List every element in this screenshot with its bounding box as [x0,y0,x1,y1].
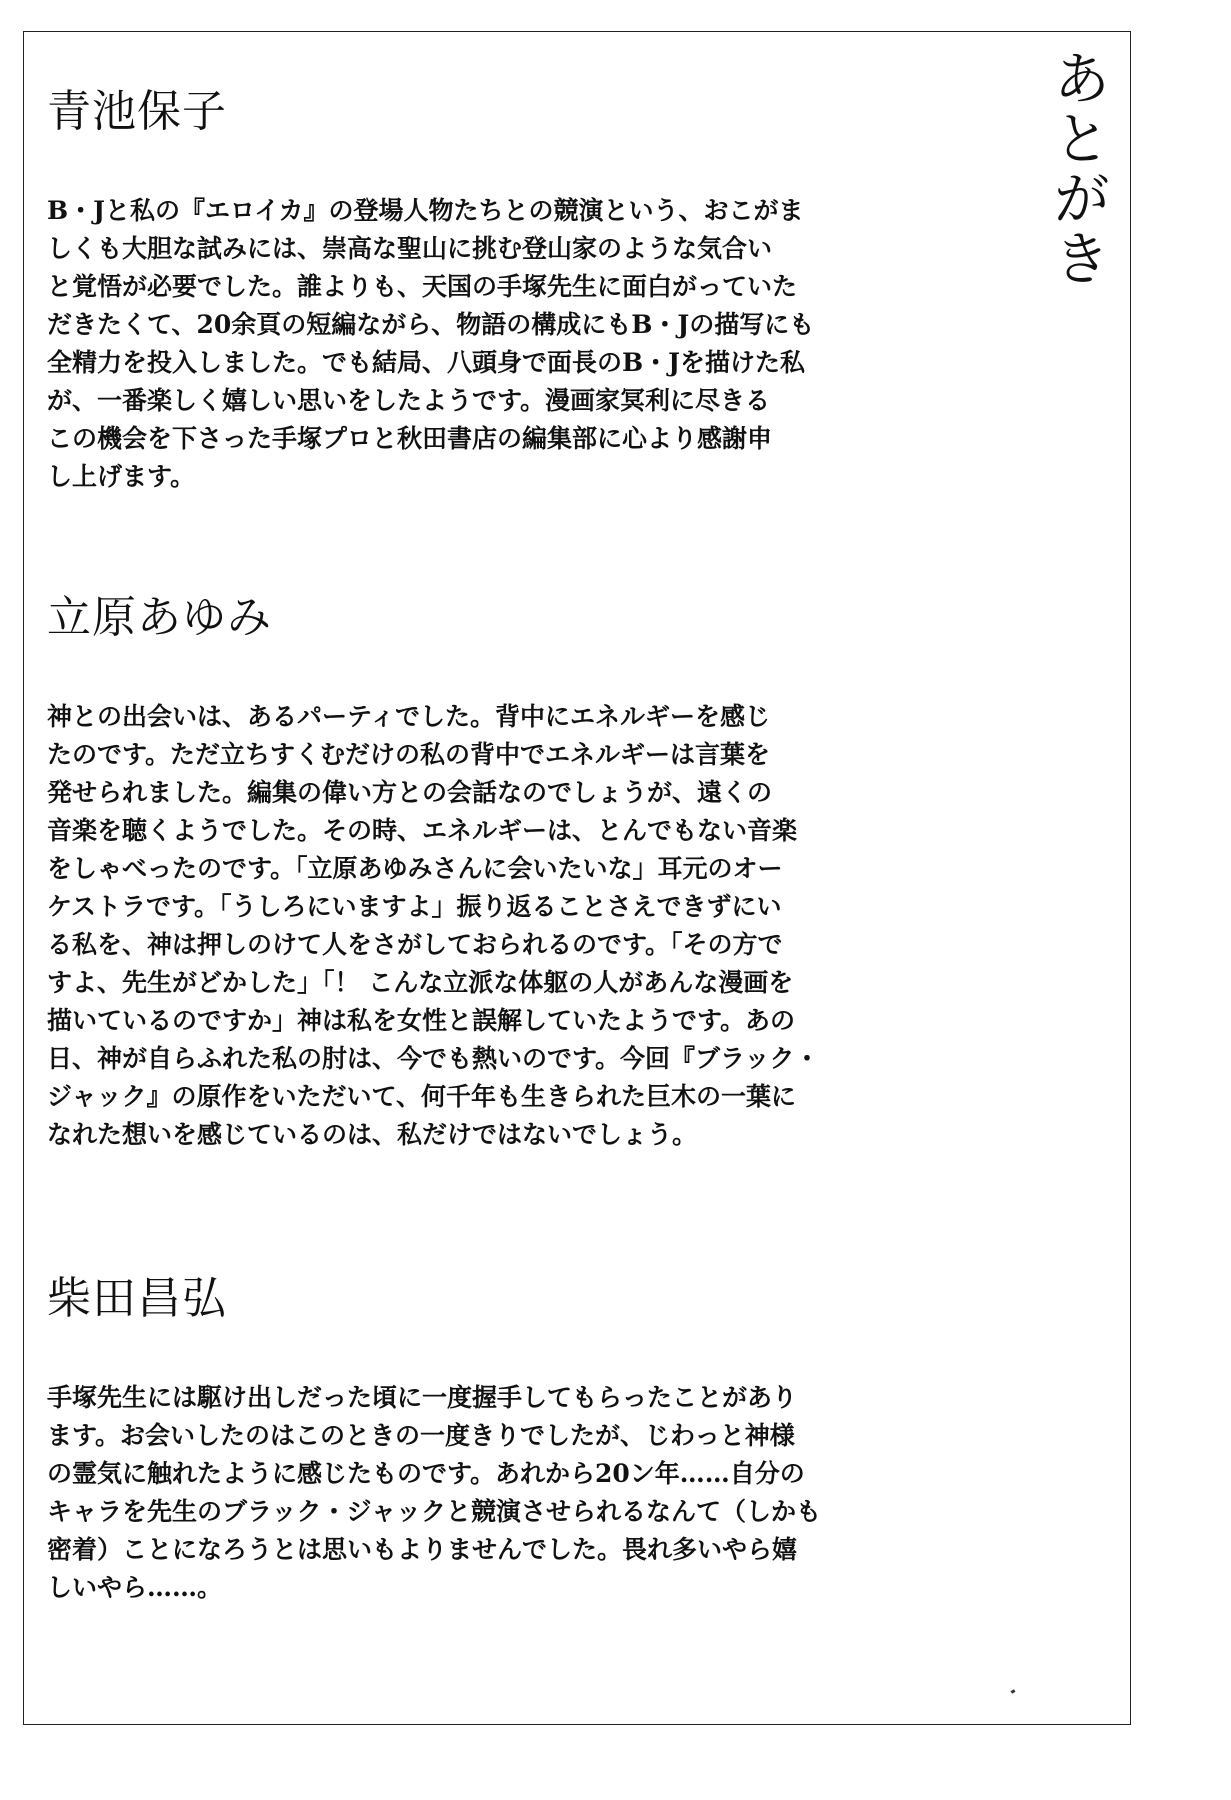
text-line: 神との出会いは、あるパーティでした。背中にエネルギーを感じ [47,702,771,731]
text-line: だきたくて、20余頁の短編ながら、物語の構成にもB・Jの描写にも [47,310,815,339]
author-name: 柴田昌弘 [47,1273,227,1324]
text-line: 密着）ことになろうとは思いもよりませんでした。畏れ多いやら嬉 [47,1535,798,1564]
text-line: る私を、神は押しのけて人をさがしておられるのです。「その方で [47,930,783,959]
text-line: をしゃべったのです。「立原あゆみさんに会いたいな」耳元のオー [47,854,783,883]
text-line: 発せられました。編集の偉い方との会話なのでしょうが、遠くの [47,778,773,807]
page-title: あとがき [1043,48,1111,288]
afterword-section [47,86,815,496]
afterword-section [47,592,820,1154]
text-line: B・Jと私の『エロイカ』の登場人物たちとの競演という、おこがま [47,196,804,225]
text-line: が、一番楽しく嬉しい思いをしたようです。漫画家冥利に尽きる [47,386,771,415]
text-line: 音楽を聴くようでした。その時、エネルギーは、とんでもない音楽 [47,816,798,845]
text-line: キャラを先生のブラック・ジャックと競演させられるなんて（しかも [47,1497,822,1526]
afterword-text [47,698,820,1154]
text-line: ます。お会いしたのはこのときの一度きりでしたが、じわっと神様 [47,1421,795,1450]
afterword-text [47,1379,822,1607]
text-line: ジャック』の原作をいただいて、何千年も生きられた巨木の一葉に [47,1082,797,1111]
author-name: 立原あゆみ [47,592,272,643]
afterword-section [47,1273,822,1607]
text-line: しいやら……。 [47,1573,223,1602]
text-line: の霊気に触れたように感じたものです。あれから20ン年……自分の [47,1459,805,1488]
text-line: すよ、先生がどかした」「！ こんな立派な体躯の人があんな漫画を [47,968,794,997]
text-line: たのです。ただ立ちすくむだけの私の背中でエネルギーは言葉を [47,740,771,769]
text-line: ケストラです。「うしろにいますよ」振り返ることさえできずにい [47,892,782,921]
text-line: しくも大胆な試みには、崇高な聖山に挑む登山家のような気合い [47,234,773,263]
text-line: 描いているのですか」神は私を女性と誤解していたようです。あの [47,1006,796,1035]
text-line: 手塚先生には駆け出しだった頃に一度握手してもらったことがあり [47,1383,798,1412]
afterword-text [47,192,815,496]
text-line: この機会を下さった手塚プロと秋田書店の編集部に心より感謝申 [47,424,773,453]
text-line: し上げます。 [47,462,196,491]
text-line: なれた想いを感じているのは、私だけではないでしょう。 [47,1120,698,1149]
text-line: 全精力を投入しました。でも結局、八頭身で面長のB・Jを描けた私 [47,348,805,377]
text-line: 日、神が自らふれた私の肘は、今でも熱いのです。今回『ブラック・ [47,1044,820,1073]
text-line: と覚悟が必要でした。誰よりも、天国の手塚先生に面白がっていた [47,272,798,301]
author-name: 青池保子 [47,86,227,137]
